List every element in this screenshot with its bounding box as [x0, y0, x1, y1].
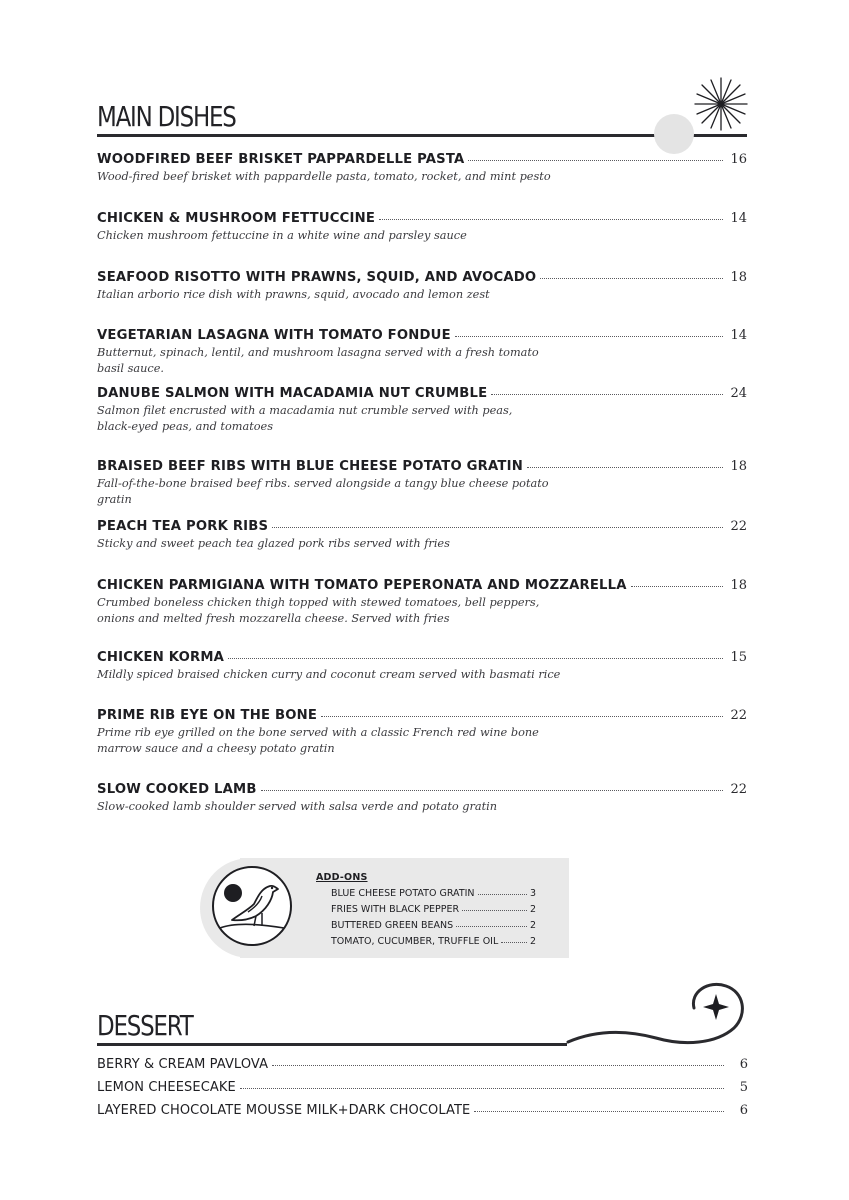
- dish-name: CHICKEN & MUSHROOM FETTUCCINE: [97, 211, 376, 226]
- dessert-name: LAYERED CHOCOLATE MOUSSE MILK+DARK CHOCOLATE: [97, 1103, 471, 1118]
- addons-title: ADD-ONS: [316, 872, 368, 883]
- dish-name: BRAISED BEEF RIBS WITH BLUE CHEESE POTATO GRATIN: [97, 459, 523, 474]
- main-dishes-title: MAIN DISHES: [97, 100, 236, 133]
- dotted-leader: [540, 278, 723, 279]
- dish-price: 14: [730, 211, 747, 226]
- dish-description: Italian arborio rice dish with prawns, squid, avocado and lemon zest: [97, 288, 490, 301]
- dish-price: 16: [730, 152, 747, 167]
- dish-price: 22: [730, 708, 747, 723]
- addon-name: FRIES WITH BLACK PEPPER: [331, 904, 460, 915]
- dish-price: 24: [730, 386, 747, 401]
- addon-name: BUTTERED GREEN BEANS: [331, 920, 454, 931]
- dish-item: [97, 519, 747, 552]
- dessert-item: [97, 1080, 748, 1095]
- decorative-circle: [654, 114, 694, 154]
- dotted-leader: [379, 219, 723, 220]
- dish-description: Mildly spiced braised chicken curry and coconut cream served with basmati rice: [97, 668, 561, 681]
- dish-description: Salmon filet encrusted with a macadamia nut crumble served with peas,: [97, 404, 513, 417]
- dotted-leader: [474, 1111, 724, 1112]
- dotted-leader: [455, 336, 723, 337]
- addon-name: BLUE CHEESE POTATO GRATIN: [331, 888, 475, 899]
- addon-item: [331, 904, 536, 915]
- dish-name: VEGETARIAN LASAGNA WITH TOMATO FONDUE: [97, 328, 451, 343]
- dessert-name: LEMON CHEESECAKE: [97, 1080, 236, 1095]
- swirl-star-icon: [566, 980, 750, 1060]
- addon-item: [331, 936, 536, 947]
- dotted-leader: [478, 894, 527, 895]
- dessert-name: BERRY & CREAM PAVLOVA: [97, 1057, 269, 1072]
- moon-circle-icon: [224, 884, 242, 902]
- dotted-leader: [491, 394, 723, 395]
- dish-name: SEAFOOD RISOTTO WITH PRAWNS, SQUID, AND AVOCADO: [97, 270, 537, 285]
- dish-description: Prime rib eye grilled on the bone served with a classic French red wine bone: [97, 726, 539, 739]
- dish-price: 18: [730, 459, 747, 474]
- dish-description: Sticky and sweet peach tea glazed pork ribs served with fries: [97, 537, 450, 550]
- dish-price: 18: [730, 578, 747, 593]
- dish-description: Wood-fired beef brisket with pappardelle pasta, tomato, rocket, and mint pesto: [97, 170, 551, 183]
- addon-item: [331, 920, 536, 931]
- dotted-leader: [462, 910, 527, 911]
- dotted-leader: [272, 1065, 724, 1066]
- dish-name: PEACH TEA PORK RIBS: [97, 519, 269, 534]
- dish-description: Slow-cooked lamb shoulder served with salsa verde and potato gratin: [97, 800, 498, 813]
- dotted-leader: [228, 658, 723, 659]
- dotted-leader: [527, 467, 723, 468]
- starburst-icon: [693, 76, 749, 132]
- dotted-leader: [261, 790, 723, 791]
- dotted-leader: [501, 942, 527, 943]
- dish-item: [97, 708, 747, 756]
- dish-name: DANUBE SALMON WITH MACADAMIA NUT CRUMBLE: [97, 386, 488, 401]
- dish-price: 22: [730, 519, 747, 534]
- dish-price: 18: [730, 270, 747, 285]
- dish-name: CHICKEN KORMA: [97, 650, 225, 665]
- dish-name: PRIME RIB EYE ON THE BONE: [97, 708, 318, 723]
- dessert-item: [97, 1103, 748, 1118]
- dish-item: [97, 152, 747, 185]
- dish-description: Crumbed boneless chicken thigh topped with stewed tomatoes, bell peppers,: [97, 596, 540, 609]
- dish-item: [97, 782, 747, 815]
- dotted-leader: [272, 527, 723, 528]
- dotted-leader: [456, 926, 527, 927]
- addon-price: 2: [529, 904, 536, 915]
- dish-item: [97, 328, 747, 376]
- dessert-price: 6: [739, 1057, 748, 1072]
- addon-name: TOMATO, CUCUMBER, TRUFFLE OIL: [331, 936, 499, 947]
- dish-item: [97, 386, 747, 434]
- dish-item: [97, 650, 747, 683]
- addon-price: 2: [529, 920, 536, 931]
- dish-price: 22: [730, 782, 747, 797]
- dish-item: [97, 270, 747, 303]
- dessert-title: DESSERT: [97, 1009, 193, 1042]
- addon-price: 3: [529, 888, 536, 899]
- dish-price: 14: [730, 328, 747, 343]
- dish-description: Chicken mushroom fettuccine in a white wine and parsley sauce: [97, 229, 467, 242]
- dish-description: black-eyed peas, and tomatoes: [97, 419, 274, 433]
- dish-item: [97, 578, 747, 626]
- dish-description: marrow sauce and a cheesy potato gratin: [97, 741, 335, 755]
- bird-icon: [210, 864, 294, 948]
- main-dishes-rule: [97, 134, 747, 137]
- dotted-leader: [468, 160, 723, 161]
- dish-item: [97, 459, 747, 507]
- dish-item: [97, 211, 747, 244]
- dish-description: Fall-of-the-bone braised beef ribs. served alongside a tangy blue cheese potato gratin: [97, 477, 549, 506]
- dessert-rule: [97, 1043, 567, 1046]
- dessert-price: 6: [739, 1103, 748, 1118]
- dish-name: CHICKEN PARMIGIANA WITH TOMATO PEPERONATA AND MOZZARELLA: [97, 578, 627, 593]
- addon-item: [331, 888, 536, 899]
- dish-name: WOODFIRED BEEF BRISKET PAPPARDELLE PASTA: [97, 152, 465, 167]
- dotted-leader: [631, 586, 723, 587]
- dish-name: SLOW COOKED LAMB: [97, 782, 257, 797]
- dessert-price: 5: [739, 1080, 748, 1095]
- addon-price: 2: [529, 936, 536, 947]
- dish-price: 15: [730, 650, 747, 665]
- dessert-item: [97, 1057, 748, 1072]
- dish-description: onions and melted fresh mozzarella cheese. Served with fries: [97, 611, 450, 625]
- dish-description: Butternut, spinach, lentil, and mushroom lasagna served with a fresh tomato basil sauce.: [97, 346, 539, 375]
- dotted-leader: [240, 1088, 724, 1089]
- dotted-leader: [321, 716, 723, 717]
